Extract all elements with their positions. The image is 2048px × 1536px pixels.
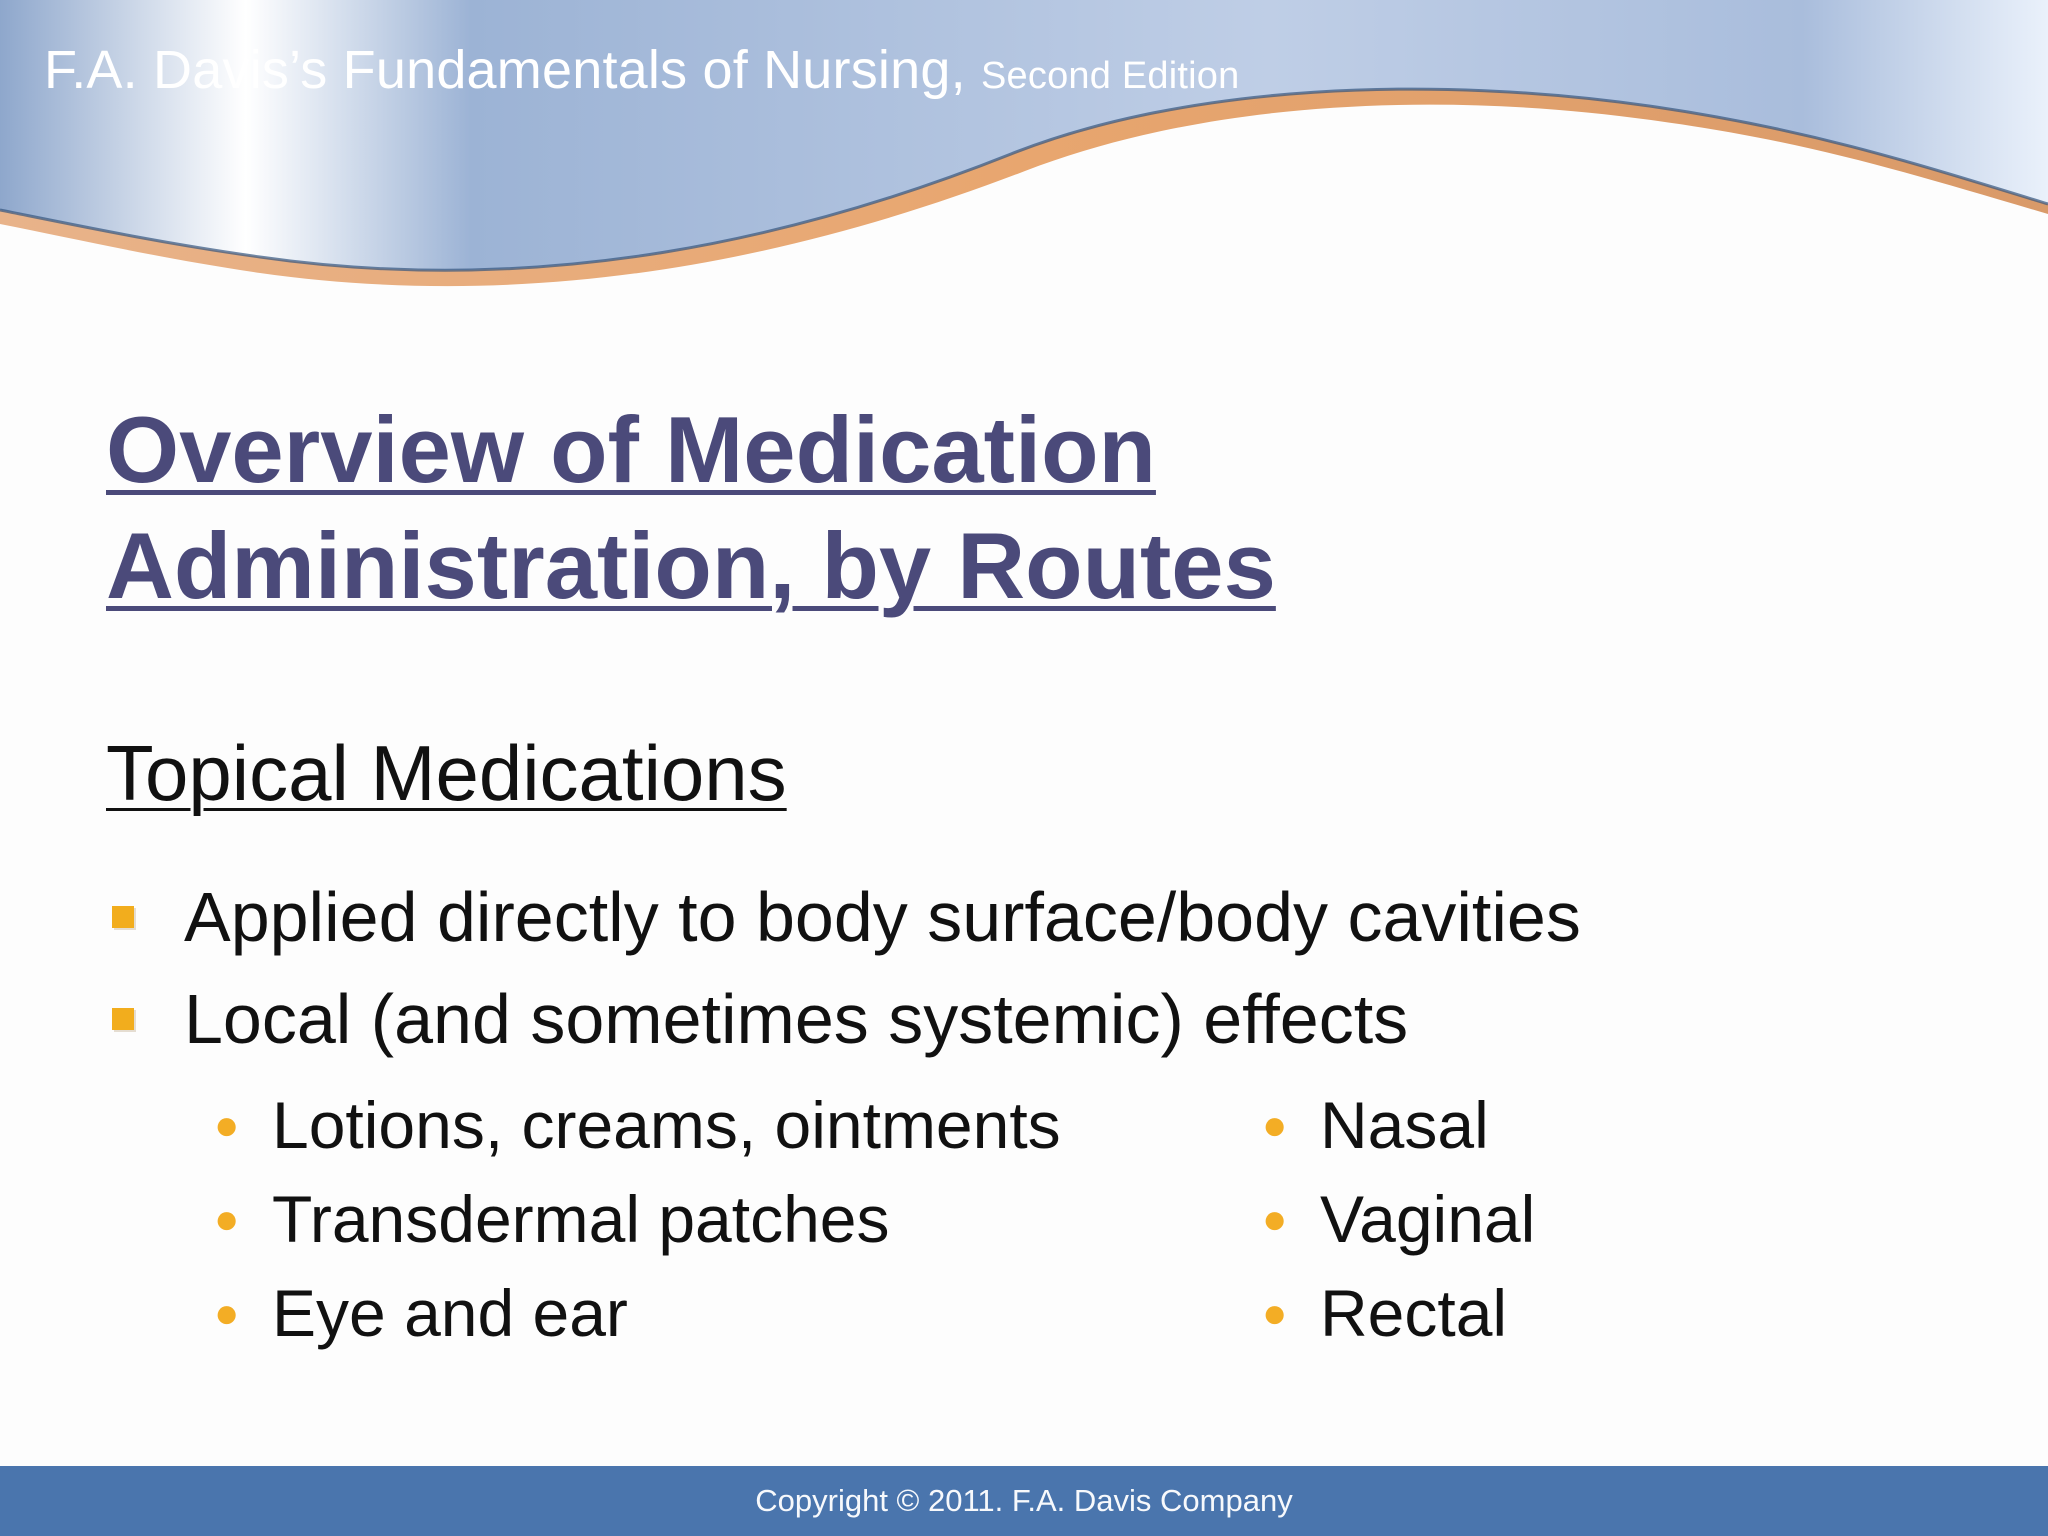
example-list-item (1254, 1078, 1535, 1172)
example-list-item (1254, 1172, 1535, 1266)
slide-title-line-1: Overview of Medication (106, 397, 1156, 502)
orange-dot-bullet-icon: ● (1262, 1101, 1288, 1148)
orange-square-bullet-icon (112, 1008, 134, 1030)
slide-title (106, 392, 1906, 624)
main-bullet-item (106, 968, 1581, 1070)
example-list-item (206, 1078, 1061, 1172)
orange-dot-bullet-icon: ● (1262, 1289, 1288, 1336)
left-example-list (206, 1078, 1061, 1360)
copyright-footer (0, 1466, 2048, 1536)
example-text: Vaginal (1320, 1182, 1536, 1256)
main-bullet-text: Local (and sometimes systemic) effects (184, 980, 1409, 1058)
orange-dot-bullet-icon: ● (214, 1101, 240, 1148)
book-header (44, 38, 1239, 108)
book-title: F.A. Davis’s Fundamentals of Nursing, (44, 40, 966, 100)
example-text: Eye and ear (272, 1276, 628, 1350)
orange-dot-bullet-icon: ● (214, 1195, 240, 1242)
main-bullet-text: Applied directly to body surface/body cavities (184, 878, 1581, 956)
example-text: Transdermal patches (272, 1182, 890, 1256)
orange-dot-bullet-icon: ● (214, 1289, 240, 1336)
section-heading: Topical Medications (106, 729, 787, 817)
right-example-list (1254, 1078, 1535, 1360)
main-bullet-item (106, 866, 1581, 968)
example-text: Nasal (1320, 1088, 1489, 1162)
example-list-item (206, 1266, 1061, 1360)
copyright-text: Copyright © 2011. F.A. Davis Company (755, 1483, 1293, 1518)
slide-title-line-2: Administration, by Routes (106, 513, 1276, 618)
main-bullet-list (106, 866, 1581, 1070)
example-list-item (206, 1172, 1061, 1266)
orange-dot-bullet-icon: ● (1262, 1195, 1288, 1242)
example-list-item (1254, 1266, 1535, 1360)
orange-square-bullet-icon (112, 906, 134, 928)
example-text: Rectal (1320, 1276, 1508, 1350)
example-text: Lotions, creams, ointments (272, 1088, 1061, 1162)
book-edition: Second Edition (981, 55, 1240, 97)
